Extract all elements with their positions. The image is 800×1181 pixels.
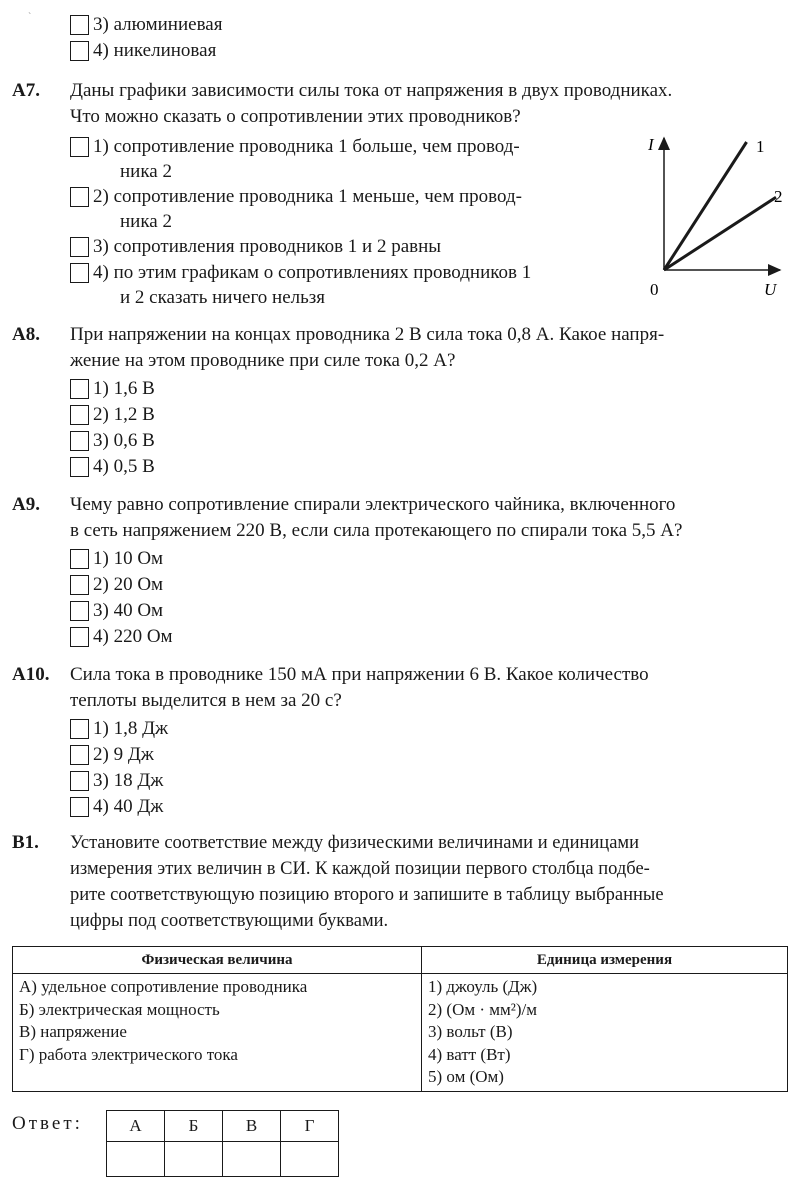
unit-item: 1) джоуль (Дж)	[428, 977, 538, 996]
answer-checkbox[interactable]	[70, 719, 89, 739]
question-number-a10: A10.	[12, 664, 50, 685]
question-text-b1: Установите соответствие между физическими величинами и единицами измерения этих величин в СИ. К каждой позиции первого столбца подбе- рите соответствующую позицию второго и запишите в таблицу выбранные цифры под соответствующими буквами.	[70, 833, 664, 931]
option-a10-4[interactable]: 4) 40 Дж	[70, 796, 163, 818]
current-voltage-graph	[630, 132, 790, 302]
answer-checkbox[interactable]	[70, 575, 89, 595]
question-text-a10: Сила тока в проводнике 150 мА при напряжении 6 В. Какое количество теплоты выделится в нем за 20 с?	[70, 664, 649, 711]
answer-checkbox[interactable]	[70, 797, 89, 817]
option-a7-2-continuation: ника 2	[120, 211, 172, 232]
answer-checkbox[interactable]	[70, 627, 89, 647]
question-number-a8: A8.	[12, 324, 40, 345]
option-a10-3[interactable]: 3) 18 Дж	[70, 770, 163, 792]
quantity-item: Г) работа электрического тока	[19, 1044, 238, 1064]
quantity-item: Б) электрическая мощность	[19, 999, 220, 1019]
option-a9-4[interactable]: 4) 220 Ом	[70, 626, 173, 648]
option-a7-2[interactable]: 2) сопротивление проводника 1 меньше, чем провод-	[70, 186, 522, 208]
answer-checkbox[interactable]	[70, 549, 89, 569]
option-a8-3[interactable]: 3) 0,6 В	[70, 430, 155, 452]
question-text-a9: Чему равно сопротивление спирали электрического чайника, включенного в сеть напряжением 220 В, если сила протекающего по спирали тока 5,5 А?	[70, 494, 683, 541]
question-text-a8: При напряжении на концах проводника 2 В сила тока 0,8 А. Какое напря- жение на этом проводнике при силе тока 0,2 А?	[70, 324, 665, 371]
option-a10-2[interactable]: 2) 9 Дж	[70, 744, 154, 766]
option-a8-4[interactable]: 4) 0,5 В	[70, 456, 155, 478]
option-a9-2[interactable]: 2) 20 Ом	[70, 574, 163, 596]
line-1-label: 1	[756, 137, 765, 156]
option-a7-4-continuation: и 2 сказать ничего нельзя	[120, 287, 326, 308]
option-nickeline[interactable]: 4) никелиновая	[70, 40, 216, 62]
quantities-column	[13, 974, 422, 1092]
option-a7-1[interactable]: 1) сопротивление проводника 1 больше, чем провод-	[70, 136, 520, 158]
answer-letter: А	[107, 1111, 165, 1142]
answer-checkbox[interactable]	[70, 431, 89, 451]
question-text-a7: Даны графики зависимости силы тока от напряжения в двух проводниках. Что можно сказать о сопротивлении этих проводников?	[70, 80, 673, 127]
matching-table	[12, 946, 788, 1092]
option-a10-1[interactable]: 1) 1,8 Дж	[70, 718, 168, 740]
answer-checkbox[interactable]	[70, 601, 89, 621]
answer-cell[interactable]	[107, 1142, 165, 1177]
answer-cell[interactable]	[281, 1142, 339, 1177]
answer-checkbox[interactable]	[70, 771, 89, 791]
answer-cell[interactable]	[165, 1142, 223, 1177]
units-column	[422, 974, 788, 1092]
answer-checkbox[interactable]	[70, 137, 89, 157]
answer-checkbox[interactable]	[70, 745, 89, 765]
answer-checkbox[interactable]	[70, 405, 89, 425]
origin-label: 0	[650, 280, 659, 299]
answer-checkbox[interactable]	[70, 15, 89, 35]
unit-item: 4) ватт (Вт)	[428, 1044, 511, 1064]
unit-item: 3) вольт (В)	[428, 1022, 513, 1041]
option-a9-1[interactable]: 1) 10 Ом	[70, 548, 163, 570]
answer-label: Ответ:	[12, 1113, 83, 1134]
question-number-b1: B1.	[12, 832, 39, 853]
answer-checkbox[interactable]	[70, 41, 89, 61]
option-a7-1-continuation: ника 2	[120, 161, 172, 182]
y-axis-label: I	[648, 135, 654, 154]
question-number-a7: A7.	[12, 80, 40, 101]
graph-line-1	[664, 142, 747, 270]
scan-mark: ˋ	[28, 12, 32, 23]
answer-checkbox[interactable]	[70, 237, 89, 257]
option-aluminium[interactable]: 3) алюминиевая	[70, 14, 222, 36]
answer-letter: В	[223, 1111, 281, 1142]
answer-letter: Г	[281, 1111, 339, 1142]
answer-checkbox[interactable]	[70, 457, 89, 477]
option-a9-3[interactable]: 3) 40 Ом	[70, 600, 163, 622]
answer-cell[interactable]	[223, 1142, 281, 1177]
question-number-a9: A9.	[12, 494, 40, 515]
x-axis-label: U	[764, 280, 777, 299]
graph-line-2	[664, 197, 776, 270]
option-a7-4[interactable]: 4) по этим графикам о сопротивлениях проводников 1	[70, 262, 531, 284]
header-unit: Единица измерения	[422, 947, 788, 974]
option-a8-1[interactable]: 1) 1,6 В	[70, 378, 155, 400]
header-quantity: Физическая величина	[13, 947, 422, 974]
quantity-item: А) удельное сопротивление проводника	[19, 977, 308, 996]
option-a7-3[interactable]: 3) сопротивления проводников 1 и 2 равны	[70, 236, 441, 258]
unit-item: 2) (Ом · мм²)/м	[428, 999, 538, 1019]
option-a8-2[interactable]: 2) 1,2 В	[70, 404, 155, 426]
answer-grid	[106, 1110, 339, 1177]
line-2-label: 2	[774, 187, 783, 206]
answer-checkbox[interactable]	[70, 379, 89, 399]
answer-checkbox[interactable]	[70, 187, 89, 207]
unit-item: 5) ом (Ом)	[428, 1067, 504, 1086]
answer-checkbox[interactable]	[70, 263, 89, 283]
quantity-item: В) напряжение	[19, 1022, 127, 1041]
answer-letter: Б	[165, 1111, 223, 1142]
